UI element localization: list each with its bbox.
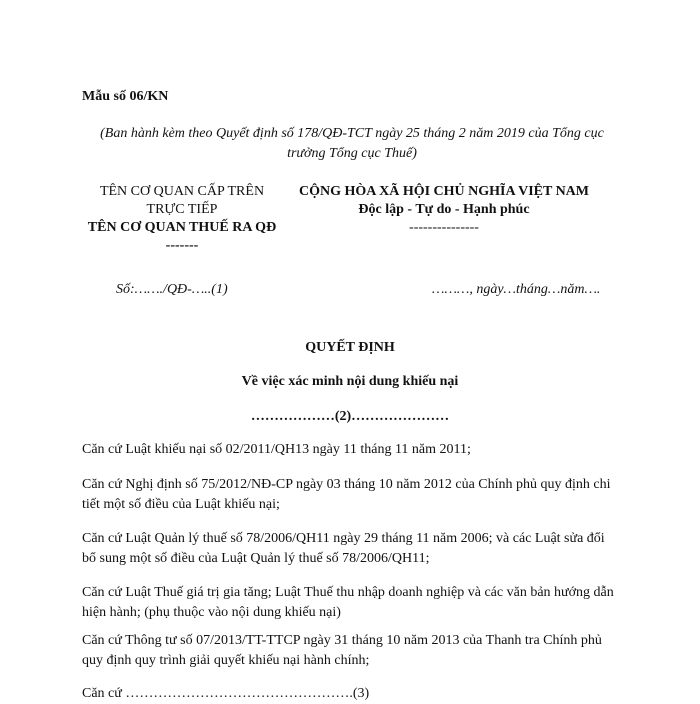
issuing-agency-header [84,183,280,255]
agency-name: TÊN CƠ QUAN THUẾ RA QĐ [87,220,277,235]
subject-placeholder: ………………(2)………………… [250,409,450,424]
legal-basis-paragraph: Căn cứ ………………………………………….(3) [82,686,370,701]
legal-basis-paragraph: Căn cứ Nghị định số 75/2012/NĐ-CP ngày 03 tháng 10 năm 2012 của Chính phủ quy định chi tiết một số điều của Luật khiếu nại; [82,477,611,512]
country-name: CỘNG HÒA XÃ HỘI CHỦ NGHĨA VIỆT NAM [298,184,589,199]
document-date: ………, ngày…tháng…năm…. [432,282,601,297]
motto: Độc lập - Tự do - Hạnh phúc [358,202,530,217]
document-subject: Về việc xác minh nội dung khiếu nại [241,374,459,389]
legal-basis-paragraph: Căn cứ Luật Thuế giá trị gia tăng; Luật Thuế thu nhập doanh nghiệp và các văn bản hướng dẫn hiện hành; (phụ thuộc vào nội dung khiếu nại) [82,585,614,620]
document-number: Số:……./QĐ-…..(1) [116,282,228,297]
national-header [286,183,602,237]
issued-note: (Ban hành kèm theo Quyết định số 178/QĐ-TCT ngày 25 tháng 2 năm 2019 của Tổng cục trưởng Tổng cục Thuế) [100,126,604,161]
legal-basis-paragraph: Căn cứ Thông tư số 07/2013/TT-TTCP ngày 31 tháng 10 năm 2013 của Thanh tra Chính phủ quy định quy trình giải quyết khiếu nại hành chính; [82,633,602,668]
legal-basis-paragraph: Căn cứ Luật Quản lý thuế số 78/2006/QH11 ngày 29 tháng 11 năm 2006; và các Luật sửa đổi bổ sung một số điều của Luật Quản lý thuế số 78/2006/QH11; [82,531,605,566]
document-title: QUYẾT ĐỊNH [305,340,395,355]
left-divider: ------- [165,238,199,253]
right-divider: --------------- [409,220,479,235]
legal-basis-paragraph: Căn cứ Luật khiếu nại số 02/2011/QH13 ngày 11 tháng 11 năm 2011; [82,442,471,457]
form-number: Mẫu số 06/KN [82,89,169,104]
parent-agency-name: TÊN CƠ QUAN CẤP TRÊN TRỰC TIẾP [99,184,265,217]
